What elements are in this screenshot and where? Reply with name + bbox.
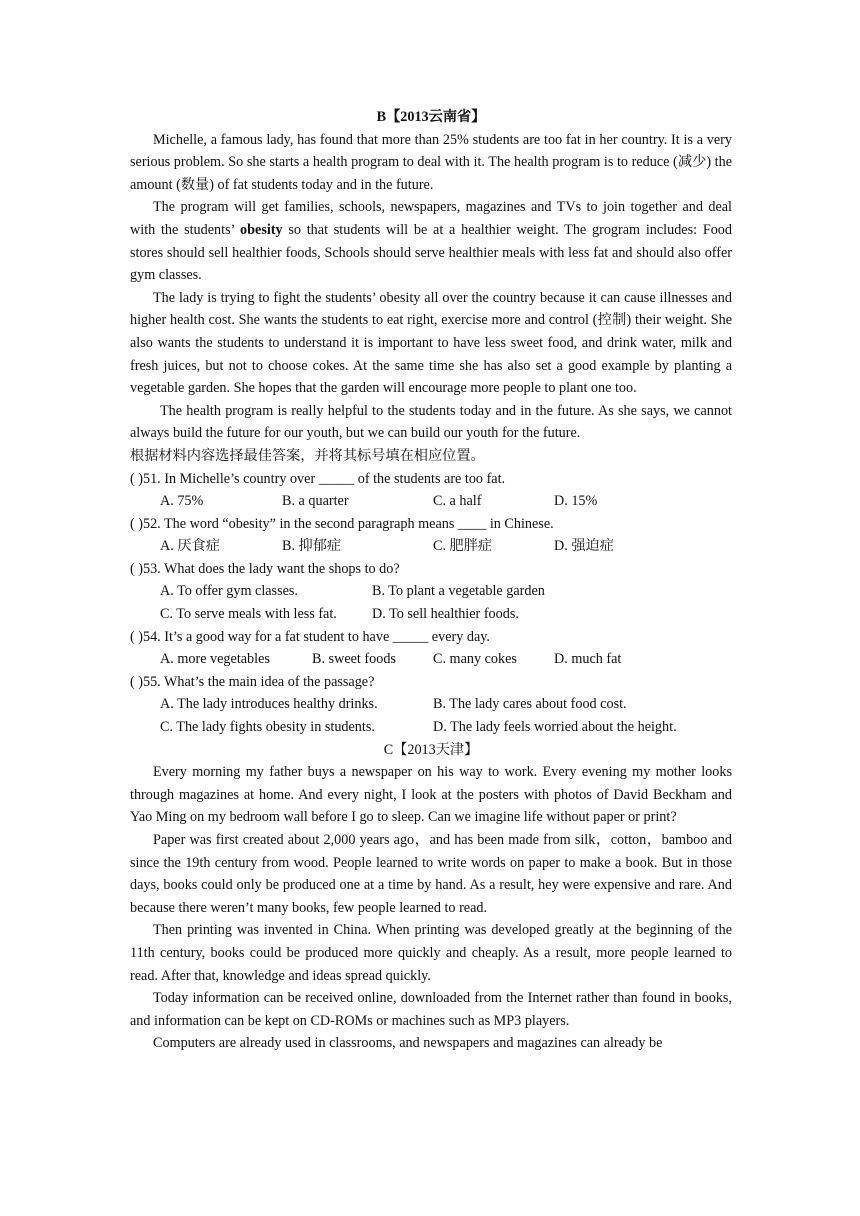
question-54: ( )54. It’s a good way for a fat student to have _____ every day. <box>130 628 490 645</box>
section-b-paragraph-4: The health program is really helpful to the students today and in the future. As she says, we cannot always build the future for our youth, but we can build our youth for the future. <box>130 402 732 442</box>
question-51: ( )51. In Michelle’s country over _____ of the students are too fat. <box>130 470 506 487</box>
option-c: C. To serve meals with less fat. <box>160 606 337 623</box>
section-c-paragraph-1: Every morning my father buys a newspaper on his way to work. Every evening my mother looks through magazines at home. And every night, I look at the posters with photos of David Beckham and Yao Ming on my bedroom wall before I go to sleep. Can we imagine life without paper or print? <box>130 764 732 826</box>
option-c: C. 肥胖症 <box>433 538 493 555</box>
section-b-paragraph-3: The lady is trying to fight the students’ obesity all over the country because it can cause illnesses and higher health cost. She wants the students to eat right, exercise more and control (控制) their weight. She also wants the students to understand it is important to have less sweet food, and drink water, milk and fresh juices, but not to choose cokes. At the same time she has also set a good example by planting a vegetable garden. She hopes that the garden will encourage more people to plant one too. <box>130 289 732 397</box>
option-b: B. 抑郁症 <box>282 538 342 555</box>
question-52: ( )52. The word “obesity” in the second paragraph means ____ in Chinese. <box>130 515 554 532</box>
section-c-heading: C【2013天津】 <box>383 741 479 758</box>
obesity-bold-word: obesity <box>240 221 283 238</box>
option-b: B. sweet foods <box>312 651 396 668</box>
paragraph-text: The program will get families, schools, newspapers, magazines and TVs to join together and deal with the students’ <box>130 199 732 238</box>
option-d: D. 强迫症 <box>554 538 614 555</box>
document-body <box>130 106 732 1055</box>
option-d: D. much fat <box>554 651 622 668</box>
question-53-options-row-1 <box>130 580 732 603</box>
section-b-paragraph-1: Michelle, a famous lady, has found that more than 25% students are too fat in her country. It is a very serious problem. So she starts a health program to deal with it. The health program is to reduce (减少) the amount (数量) of fat students today and in the future. <box>130 131 732 193</box>
option-b: B. The lady cares about food cost. <box>433 696 627 713</box>
section-b-heading: B【2013云南省】 <box>376 109 486 125</box>
option-d: D. To sell healthier foods. <box>372 606 519 623</box>
option-a: A. more vegetables <box>160 651 270 668</box>
option-d: D. The lady feels worried about the height. <box>433 719 677 736</box>
section-c-paragraph-5: Computers are already used in classrooms, and newspapers and magazines can already be <box>153 1035 663 1052</box>
question-55: ( )55. What’s the main idea of the passage? <box>130 673 375 690</box>
paragraph-text: so that students will be at a healthier weight. The grogram includes: Food stores should sell healthier foods, Schools should serve healthier meals with less fat and should also offer gym classes. <box>130 221 732 284</box>
option-c: C. many cokes <box>433 651 517 668</box>
section-c-paragraph-4: Today information can be received online, downloaded from the Internet rather than found in books, and information can be kept on CD-ROMs or machines such as MP3 players. <box>130 990 732 1029</box>
option-b: B. To plant a vegetable garden <box>372 583 545 600</box>
question-54-options <box>130 648 732 671</box>
question-55-options-row-2 <box>130 716 732 739</box>
question-51-options <box>130 490 732 513</box>
question-52-options <box>130 535 732 558</box>
section-c-paragraph-2: Paper was first created about 2,000 years ago，and has been made from silk，cotton，bamboo and since the 19th century from wood. People learned to write words on paper to make a book. But in those days, books could only be produced one at a time by hand. As a result, hey were expensive and rare. And because there weren’t many books, few people learned to read. <box>130 832 732 916</box>
option-a: A. 厌食症 <box>160 538 220 555</box>
option-a: A. To offer gym classes. <box>160 583 298 600</box>
option-c: C. a half <box>433 493 482 510</box>
section-c-paragraph-3: Then printing was invented in China. When printing was developed greatly at the beginning of the 11th century, books could be produced more quickly and cheaply. As a result, more people learned to read. After that, knowledge and ideas spread quickly. <box>130 922 732 984</box>
option-c: C. The lady fights obesity in students. <box>160 719 375 736</box>
question-55-options-row-1 <box>130 693 732 716</box>
option-a: A. The lady introduces healthy drinks. <box>160 696 378 713</box>
question-53-options-row-2 <box>130 603 732 626</box>
instruction-text: 根据材料内容选择最佳答案，并将其标号填在相应位置。 <box>130 447 485 464</box>
question-53: ( )53. What does the lady want the shops to do? <box>130 560 400 577</box>
option-b: B. a quarter <box>282 493 349 510</box>
section-b-paragraph-2 <box>130 196 732 286</box>
option-d: D. 15% <box>554 493 598 510</box>
option-a: A. 75% <box>160 493 204 510</box>
